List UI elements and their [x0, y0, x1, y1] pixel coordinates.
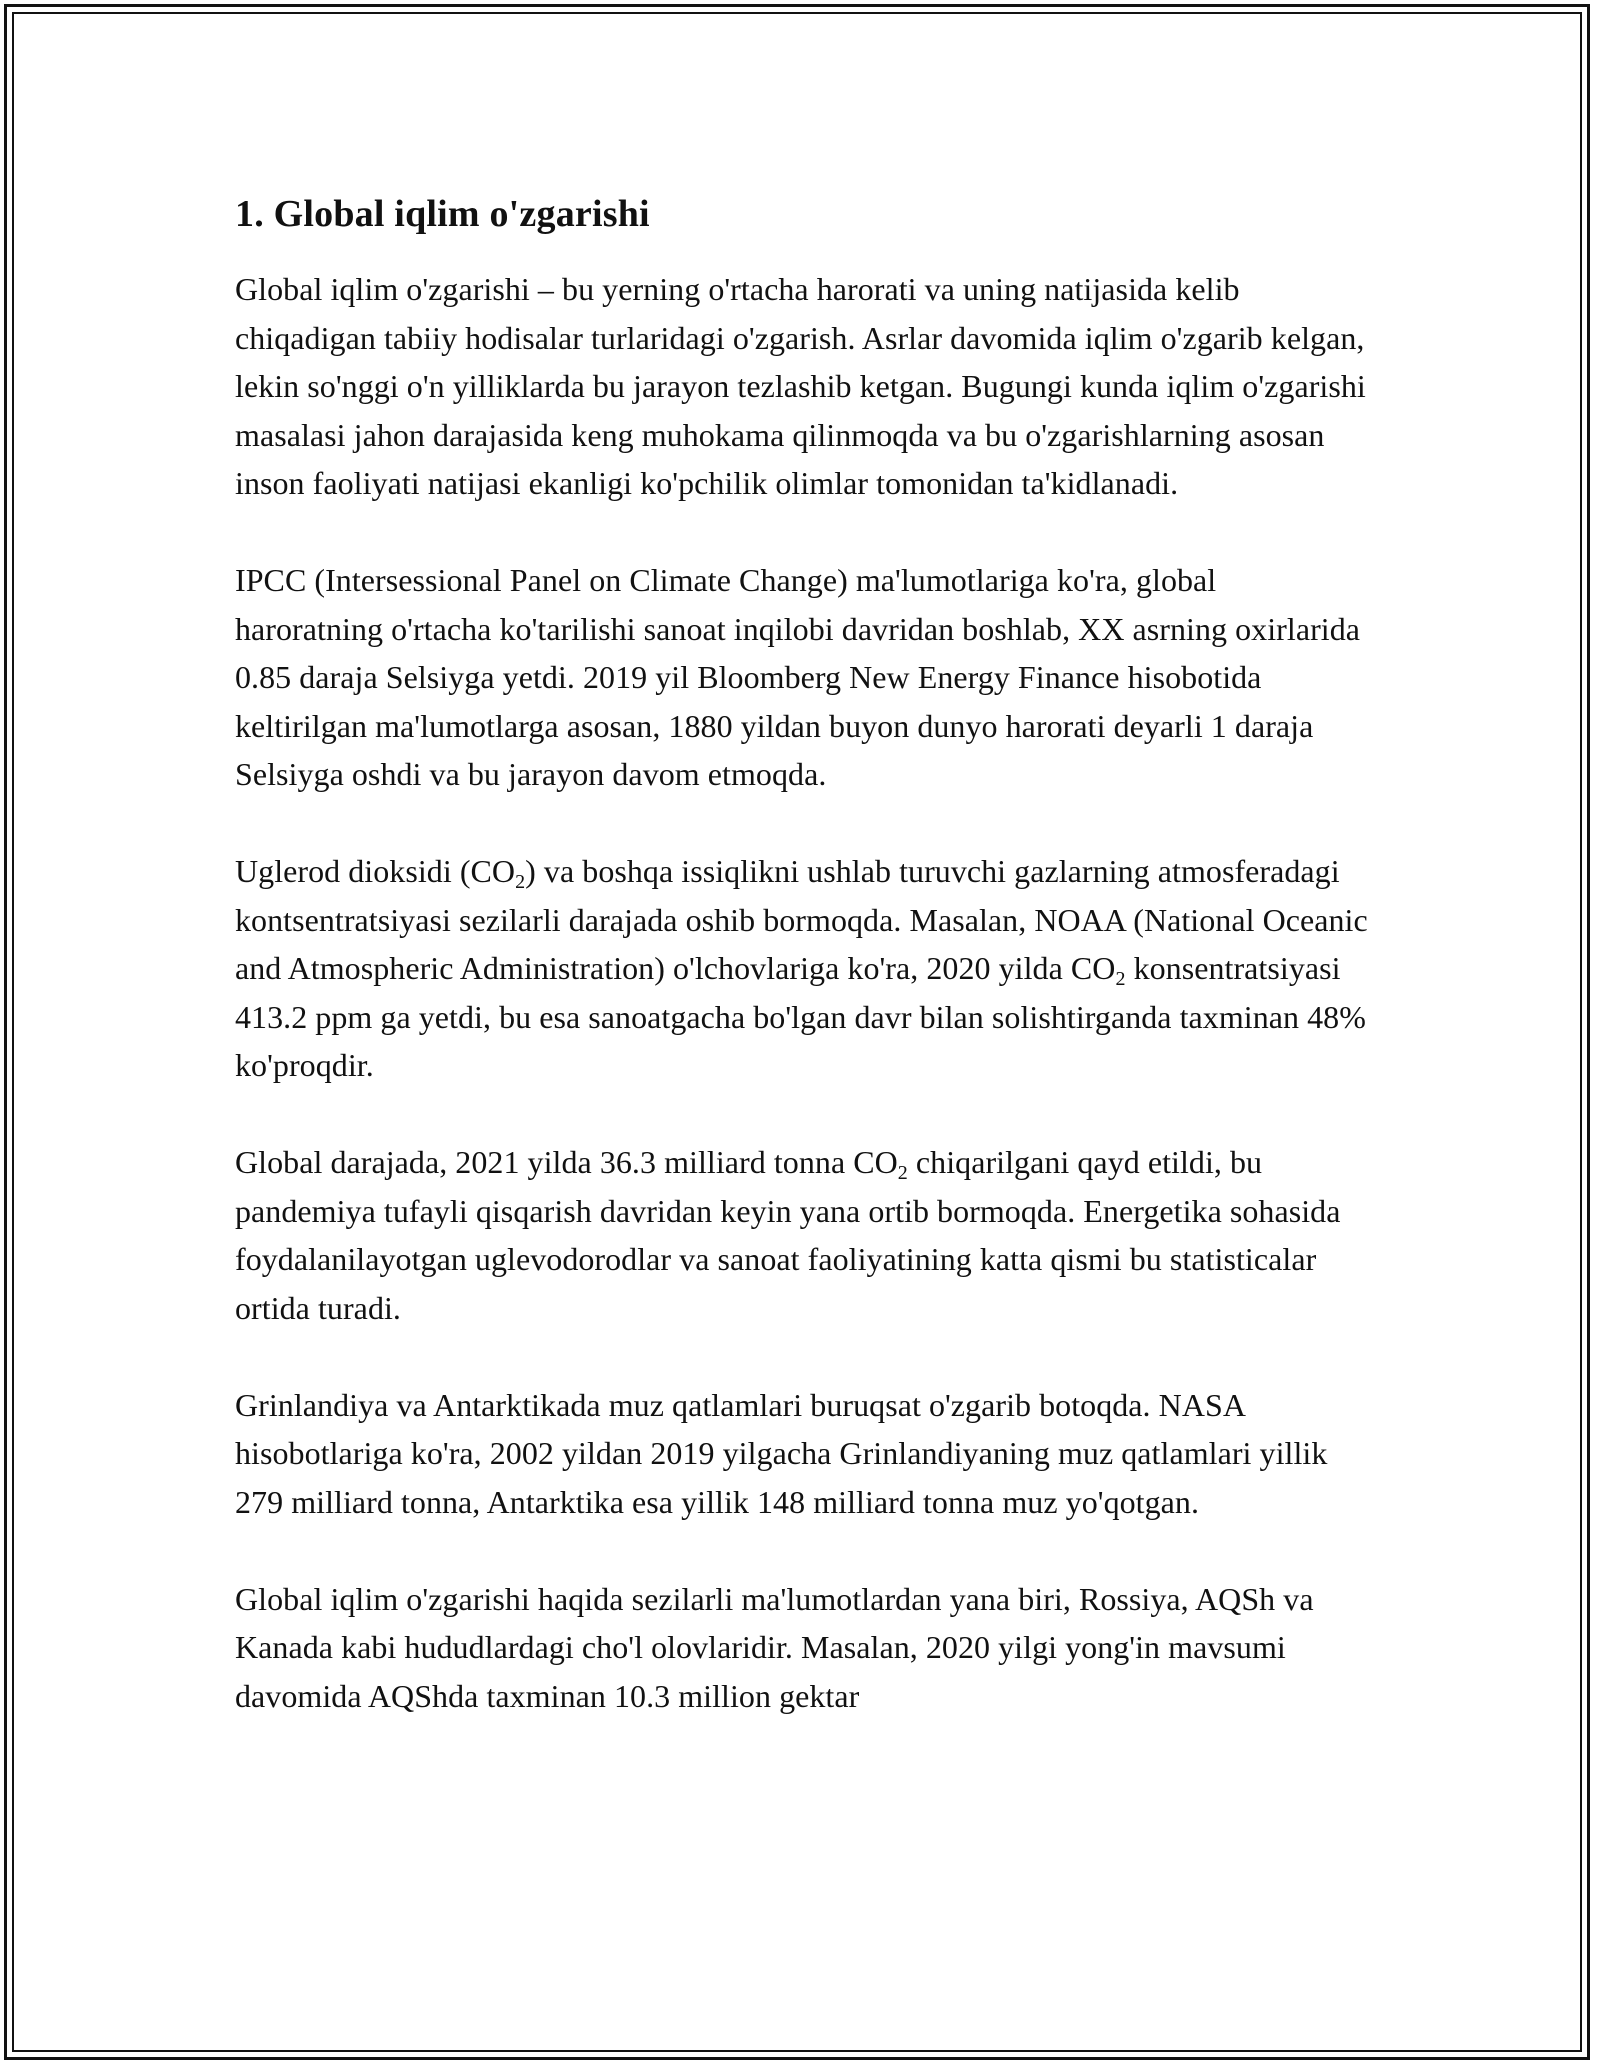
paragraph-co2-emissions	[235, 1138, 1370, 1332]
paragraph-ice-sheets: Grinlandiya va Antarktikada muz qatlamlari buruqsat o'zgarib botoqda. NASA hisobotlariga ko'ra, 2002 yildan 2019 yilgacha Grinlandiyaning muz qatlamlari yillik 279 milliard tonna, Antarktika esa yillik 148 milliard tonna muz yo'qotgan.	[235, 1386, 1328, 1520]
paragraph-intro: Global iqlim o'zgarishi – bu yerning o'rtacha harorati va uning natijasida kelib chiqadigan tabiiy hodisalar turlaridagi o'zgarish. Asrlar davomida iqlim o'zgarib kelgan, lekin so'nggi o'n yilliklarda bu jarayon tezlashib ketgan. Bugungi kunda iqlim o'zgarishi masalasi jahon darajasida keng muhokama qilinmoqda va bu o'zgarishlarning asosan inson faoliyati natijasi ekanligi ko'pchilik olimlar tomonidan ta'kidlanadi.	[235, 271, 1366, 501]
subscript: 2	[897, 1162, 908, 1184]
text-run: Uglerod dioksidi (CO	[235, 853, 516, 889]
paragraph-wildfires: Global iqlim o'zgarishi haqida sezilarli ma'lumotlardan yana biri, Rossiya, AQSh va Kanada kabi hududlardagi cho'l olovlaridir. Masalan, 2020 yilgi yong'in mavsumi davomida AQShda taxminan 10.3 million gektar	[235, 1580, 1314, 1714]
paragraph-ipcc: IPCC (Intersessional Panel on Climate Change) ma'lumotlariga ko'ra, global haroratning o'rtacha ko'tarilishi sanoat inqilobi davridan boshlab, XX asrning oxirlarida 0.85 daraja Selsiyga yetdi. 2019 yil Bloomberg New Energy Finance hisobotida keltirilgan ma'lumotlarga asosan, 1880 yildan buyon dunyo harorati deyarli 1 daraja Selsiyga oshdi va bu jarayon davom etmoqda.	[235, 562, 1361, 792]
document-body	[235, 185, 1370, 1769]
text-run: konsentratsiyasi 413.2 ppm ga yetdi, bu esa sanoatgacha bo'lgan davr bilan solishtirganda taxminan 48% ko'proqdir.	[235, 950, 1366, 1083]
section-heading: 1. Global iqlim o'zgarishi	[235, 193, 650, 235]
subscript: 2	[1115, 968, 1126, 990]
subscript: 2	[515, 871, 526, 893]
text-run: chiqarilgani qayd etildi, bu pandemiya tufayli qisqarish davridan keyin yana ortib bormoqda. Energetika sohasida foydalanilayotgan uglevodorodlar va sanoat faoliyatining katta qismi bu statisticalar ortida turadi.	[235, 1144, 1341, 1326]
text-run: ) va boshqa issiqlikni ushlab turuvchi gazlarning atmosferadagi kontsentratsiyasi sezilarli darajada oshib bormoqda. Masalan, NOAA (National Oceanic and Atmospheric Administration) o'lchovlariga ko'ra, 2020 yilda CO	[235, 853, 1368, 986]
paragraph-co2-concentration	[235, 847, 1370, 1090]
text-run: Global darajada, 2021 yilda 36.3 milliard tonna CO	[235, 1144, 898, 1180]
